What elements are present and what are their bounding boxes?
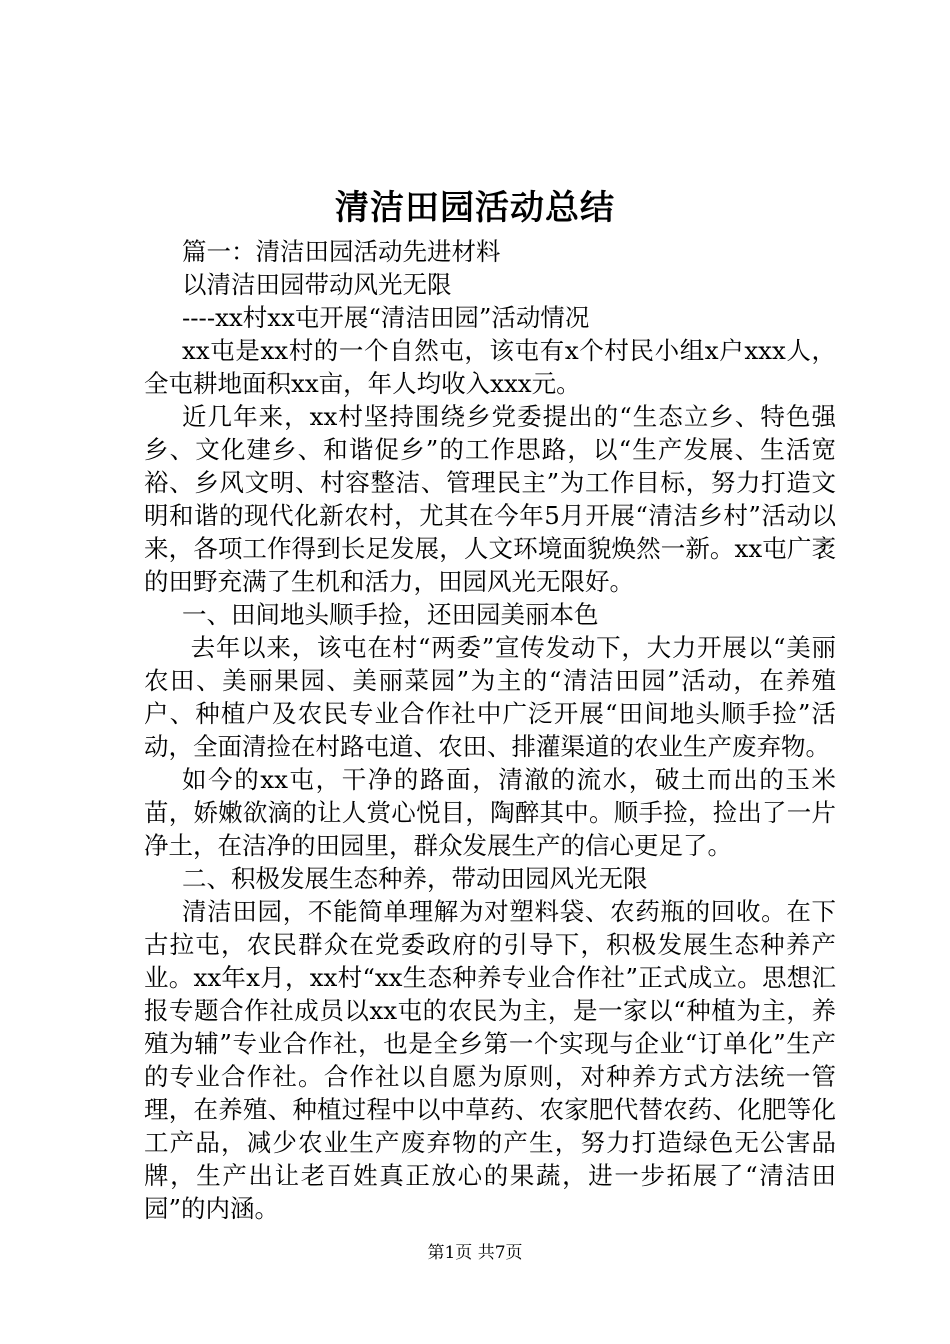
paragraph: xx屯是xx村的一个自然屯，该屯有x个村民小组x户xxx人，全屯耕地面积xx亩，年人均收入xxx元。 xyxy=(144,336,836,398)
document-title: 清洁田园活动总结 xyxy=(335,188,615,228)
document-body xyxy=(144,235,836,1225)
paragraph: 如今的xx屯，干净的路面，清澈的流水，破土而出的玉米苗，娇嫩欲滴的让人赏心悦目，陶醉其中。顺手捡，捡出了一片净土，在洁净的田园里，群众发展生产的信心更足了。 xyxy=(144,765,836,860)
page-number: 第1页 共7页 xyxy=(427,1243,523,1263)
section-heading-1: 篇一：清洁田园活动先进材料 xyxy=(182,237,501,266)
paragraph: 清洁田园，不能简单理解为对塑料袋、农药瓶的回收。在下古拉屯，农民群众在党委政府的引导下，积极发展生态种养产业。xx年x月，xx村“xx生态种养专业合作社”正式成立。思想汇报专题合作社成员以xx屯的农民为主，是一家以“种植为主，养殖为辅”专业合作社，也是全乡第一个实现与企业“订单化”生产的专业合作社。合作社以自愿为原则，对种养方式方法统一管理，在养殖、种植过程中以中草药、农家肥代替农药、化肥等化工产品，减少农业生产废弃物的产生，努力打造绿色无公害品牌，生产出让老百姓真正放心的果蔬，进一步拓展了“清洁田园”的内涵。 xyxy=(144,897,836,1223)
subheading: 二、积极发展生态种养，带动田园风光无限 xyxy=(182,864,648,893)
subheading: 一、田间地头顺手捡，还田园美丽本色 xyxy=(182,600,599,629)
article-title: 以清洁田园带动风光无限 xyxy=(182,270,452,299)
paragraph: 去年以来，该屯在村“两委”宣传发动下，大力开展以“美丽农田、美丽果园、美丽菜园”为主的“清洁田园”活动，在养殖户、种植户及农民专业合作社中广泛开展“田间地头顺手捡”活动，全面清捡在村路屯道、农田、排灌渠道的农业生产废弃物。 xyxy=(144,633,836,761)
article-subtitle: ----xx村xx屯开展“清洁田园”活动情况 xyxy=(182,303,590,332)
paragraph: 近几年来，xx村坚持围绕乡党委提出的“生态立乡、特色强乡、文化建乡、和谐促乡”的工作思路，以“生产发展、生活宽裕、乡风文明、村容整洁、管理民主”为工作目标，努力打造文明和谐的现代化新农村，尤其在今年5月开展“清洁乡村”活动以来，各项工作得到长足发展，人文环境面貌焕然一新。xx屯广袤的田野充满了生机和活力，田园风光无限好。 xyxy=(144,402,836,596)
